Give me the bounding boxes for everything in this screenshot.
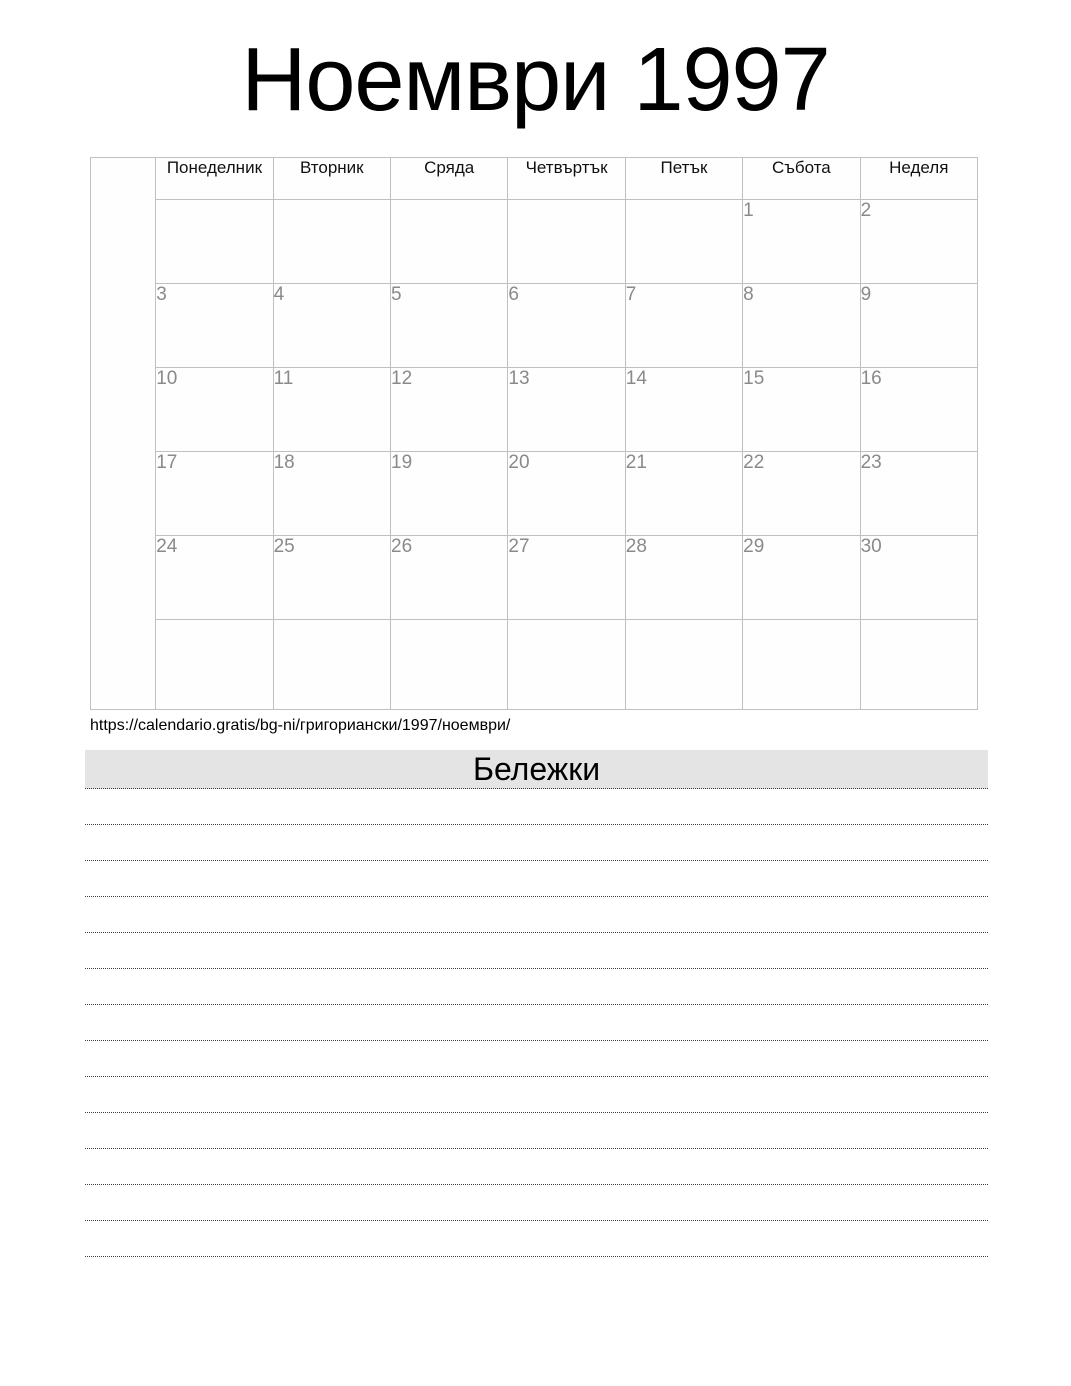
day-cell-7: 7 <box>625 284 742 368</box>
note-line <box>85 1077 988 1113</box>
day-cell-30: 30 <box>860 536 977 620</box>
weekday-header-thursday: Четвъртък <box>508 158 625 200</box>
day-cell-28: 28 <box>625 536 742 620</box>
note-line <box>85 1149 988 1185</box>
day-cell-19: 19 <box>391 452 508 536</box>
day-cell <box>860 620 977 710</box>
calendar-gutter <box>91 158 156 710</box>
day-cell-24: 24 <box>156 536 273 620</box>
notes-title: Бележки <box>85 750 988 789</box>
day-cell <box>273 200 390 284</box>
week-row-3 <box>91 368 978 452</box>
weekday-header-wednesday: Сряда <box>391 158 508 200</box>
weekday-header-row <box>91 158 978 200</box>
day-cell <box>273 620 390 710</box>
day-cell-21: 21 <box>625 452 742 536</box>
day-cell-2: 2 <box>860 200 977 284</box>
day-cell <box>391 200 508 284</box>
day-cell-6: 6 <box>508 284 625 368</box>
day-cell-5: 5 <box>391 284 508 368</box>
note-line <box>85 1113 988 1149</box>
calendar-table <box>90 157 978 710</box>
notes-lines <box>85 789 988 1257</box>
day-cell-11: 11 <box>273 368 390 452</box>
note-line <box>85 933 988 969</box>
day-cell <box>156 200 273 284</box>
note-line <box>85 1185 988 1221</box>
note-line <box>85 825 988 861</box>
day-cell-4: 4 <box>273 284 390 368</box>
weekday-header-monday: Понеделник <box>156 158 273 200</box>
page-title: Ноември 1997 <box>241 30 830 130</box>
weekday-header-saturday: Събота <box>743 158 860 200</box>
day-cell-26: 26 <box>391 536 508 620</box>
day-cell-14: 14 <box>625 368 742 452</box>
weekday-header-sunday: Неделя <box>860 158 977 200</box>
note-line <box>85 1221 988 1257</box>
weekday-header-friday: Петък <box>625 158 742 200</box>
week-row-2 <box>91 284 978 368</box>
week-row-6 <box>91 620 978 710</box>
day-cell <box>391 620 508 710</box>
day-cell-27: 27 <box>508 536 625 620</box>
day-cell <box>156 620 273 710</box>
day-cell-15: 15 <box>743 368 860 452</box>
day-cell-8: 8 <box>743 284 860 368</box>
source-url: https://calendario.gratis/bg-ni/григориански/1997/ноември/ <box>90 717 511 734</box>
day-cell <box>743 620 860 710</box>
note-line <box>85 897 988 933</box>
note-line <box>85 1041 988 1077</box>
note-line <box>85 1005 988 1041</box>
note-line <box>85 789 988 825</box>
day-cell-12: 12 <box>391 368 508 452</box>
week-row-4 <box>91 452 978 536</box>
weekday-header-tuesday: Вторник <box>273 158 390 200</box>
week-row-1 <box>91 200 978 284</box>
week-row-5 <box>91 536 978 620</box>
day-cell-17: 17 <box>156 452 273 536</box>
day-cell-1: 1 <box>743 200 860 284</box>
day-cell <box>625 200 742 284</box>
day-cell-29: 29 <box>743 536 860 620</box>
day-cell-25: 25 <box>273 536 390 620</box>
day-cell-18: 18 <box>273 452 390 536</box>
day-cell-16: 16 <box>860 368 977 452</box>
note-line <box>85 861 988 897</box>
day-cell-23: 23 <box>860 452 977 536</box>
day-cell-20: 20 <box>508 452 625 536</box>
day-cell <box>508 620 625 710</box>
day-cell-13: 13 <box>508 368 625 452</box>
day-cell-3: 3 <box>156 284 273 368</box>
note-line <box>85 969 988 1005</box>
day-cell <box>625 620 742 710</box>
day-cell-9: 9 <box>860 284 977 368</box>
day-cell-22: 22 <box>743 452 860 536</box>
day-cell <box>508 200 625 284</box>
notes-section <box>85 750 988 1257</box>
day-cell-10: 10 <box>156 368 273 452</box>
